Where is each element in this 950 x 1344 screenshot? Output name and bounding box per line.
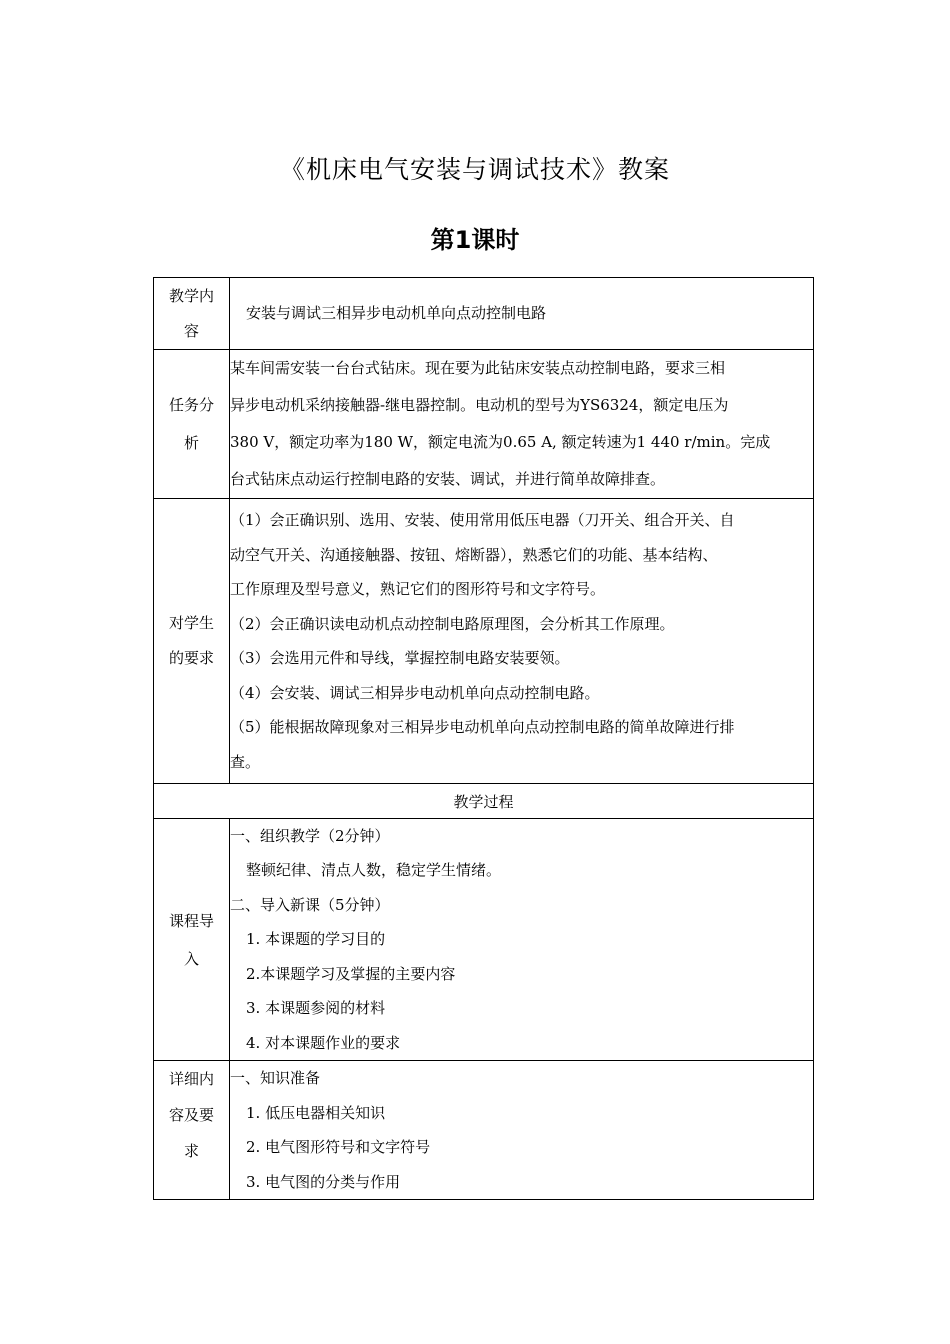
table-row-student-requirements [154,499,814,784]
task-analysis-text: 某车间需安装一台台式钻床。现在要为此钻床安装点动控制电路，要求三相 异步电动机采纳接触器-继电器控制。电动机的型号为YS6324，额定电压为 380 V，额定功率为180 W，额定电流为0.65 A, 额定转速为1 440 r/min。完成 台式钻床点动运行控制电路的安装、调试，并进行简单故障排查。 [230,350,814,499]
teaching-content-text: 安装与调试三相异步电动机单向点动控制电路 [230,278,814,350]
lesson-title: 第1课时 [430,226,520,254]
student-requirements-text: （1）会正确识别、选用、安装、使用常用低压电器（刀开关、组合开关、自 动空气开关、沟通接触器、按钮、熔断器），熟悉它们的功能、基本结构、 工作原理及型号意义，熟记它们的图形符号和文字符号。 （2）会正确识读电动机点动控制电路原理图，会分析其工作原理。 （3）会选用元件和导线，掌握控制电路安装要领。 （4）会安装、调试三相异步电动机单向点动控制电路。 （5）能根据故障现象对三相异步电动机单向点动控制电路的简单故障进行排 查。 [230,499,814,784]
label-detail-content: 详细内容及要求 [154,1061,230,1200]
detail-content-text: 一、知识准备 1. 低压电器相关知识 2. 电气图形符号和文字符号 3. 电气图的分类与作用 [230,1061,814,1200]
table-row-teaching-process-header [154,784,814,819]
label-teaching-content: 教学内容 [154,278,230,350]
label-task-analysis: 任务分析 [154,350,230,499]
table-row-task-analysis [154,350,814,499]
label-student-requirements: 对学生的要求 [154,499,230,784]
table-row-course-intro [154,819,814,1061]
label-course-intro: 课程导入 [154,819,230,1061]
document-title: 《机床电气安装与调试技术》教案 [279,155,670,184]
course-intro-text: 一、组织教学（2分钟） 整顿纪律、清点人数，稳定学生情绪。 二、导入新课（5分钟） 1. 本课题的学习目的 2.本课题学习及掌握的主要内容 3. 本课题参阅的材料 4. 对本课题作业的要求 [230,819,814,1061]
table-row-teaching-content [154,278,814,350]
lesson-plan-table [153,277,814,1200]
table-row-detail-content [154,1061,814,1200]
teaching-process-header: 教学过程 [154,784,814,819]
